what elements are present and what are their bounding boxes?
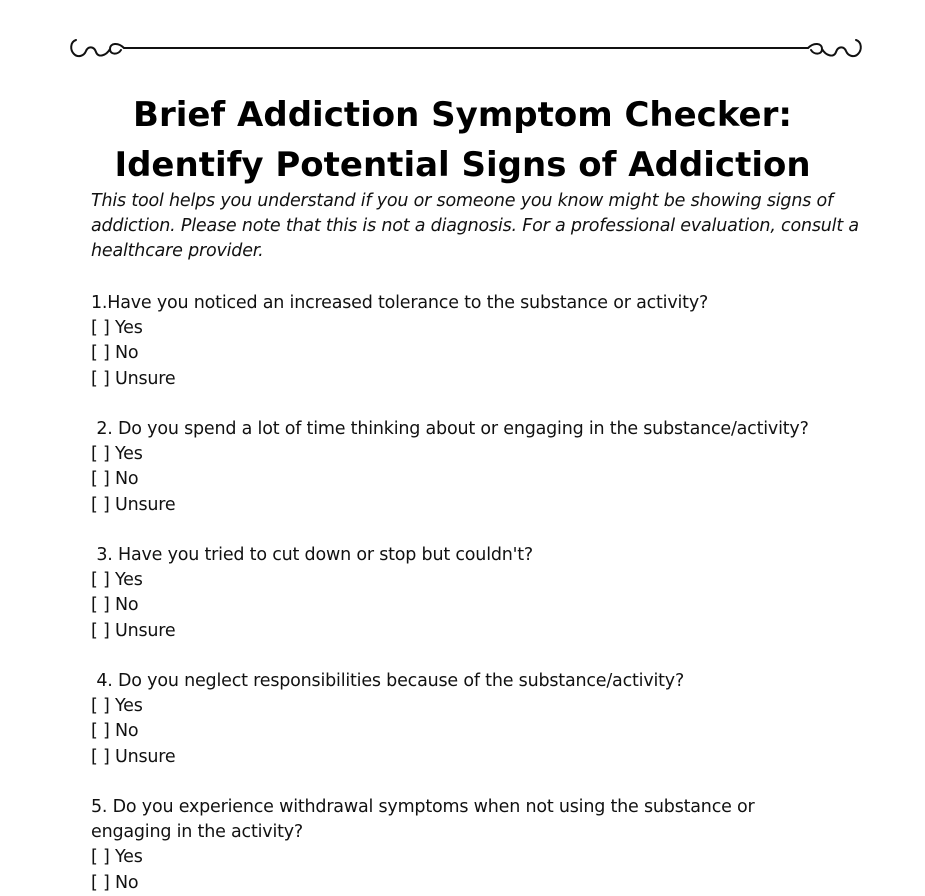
title-line-1: Brief Addiction Symptom Checker:: [133, 95, 792, 135]
question-4: [91, 669, 891, 770]
question-text: 4. Do you neglect responsibilities because of the substance/activity?: [91, 671, 685, 691]
option-unsure[interactable]: [ ] Unsure: [91, 368, 176, 389]
option-no[interactable]: [ ] No: [91, 872, 139, 893]
question-5: [91, 795, 791, 896]
intro-paragraph: This tool helps you understand if you or someone you know might be showing signs of addiction. Please note that this is not a diagnosis. For a professional evaluation, consult a healthcare provider.: [91, 191, 859, 261]
question-text: 2. Do you spend a lot of time thinking about or engaging in the substance/activity?: [91, 419, 809, 439]
question-text: 3. Have you tried to cut down or stop but couldn't?: [91, 545, 534, 565]
question-1: [91, 291, 891, 392]
page-title: [0, 90, 925, 190]
option-no[interactable]: [ ] No: [91, 469, 139, 490]
option-yes[interactable]: [ ] Yes: [91, 696, 143, 717]
option-yes[interactable]: [ ] Yes: [91, 570, 143, 591]
option-yes[interactable]: [ ] Yes: [91, 847, 143, 868]
option-yes[interactable]: [ ] Yes: [91, 318, 143, 339]
option-unsure[interactable]: [ ] Unsure: [91, 620, 176, 641]
question-text: 1.Have you noticed an increased tolerance to the substance or activity?: [91, 293, 709, 313]
option-no[interactable]: [ ] No: [91, 595, 139, 616]
option-yes[interactable]: [ ] Yes: [91, 444, 143, 465]
decorative-divider-ornament: [66, 36, 866, 64]
option-unsure[interactable]: [ ] Unsure: [91, 746, 176, 767]
question-2: [91, 417, 891, 518]
option-unsure[interactable]: [ ] Unsure: [91, 494, 176, 515]
option-no[interactable]: [ ] No: [91, 721, 139, 742]
option-no[interactable]: [ ] No: [91, 343, 139, 364]
question-text: 5. Do you experience withdrawal symptoms when not using the substance or engaging in the activity?: [91, 797, 760, 843]
title-line-2: Identify Potential Signs of Addiction: [114, 145, 811, 185]
question-3: [91, 543, 891, 644]
